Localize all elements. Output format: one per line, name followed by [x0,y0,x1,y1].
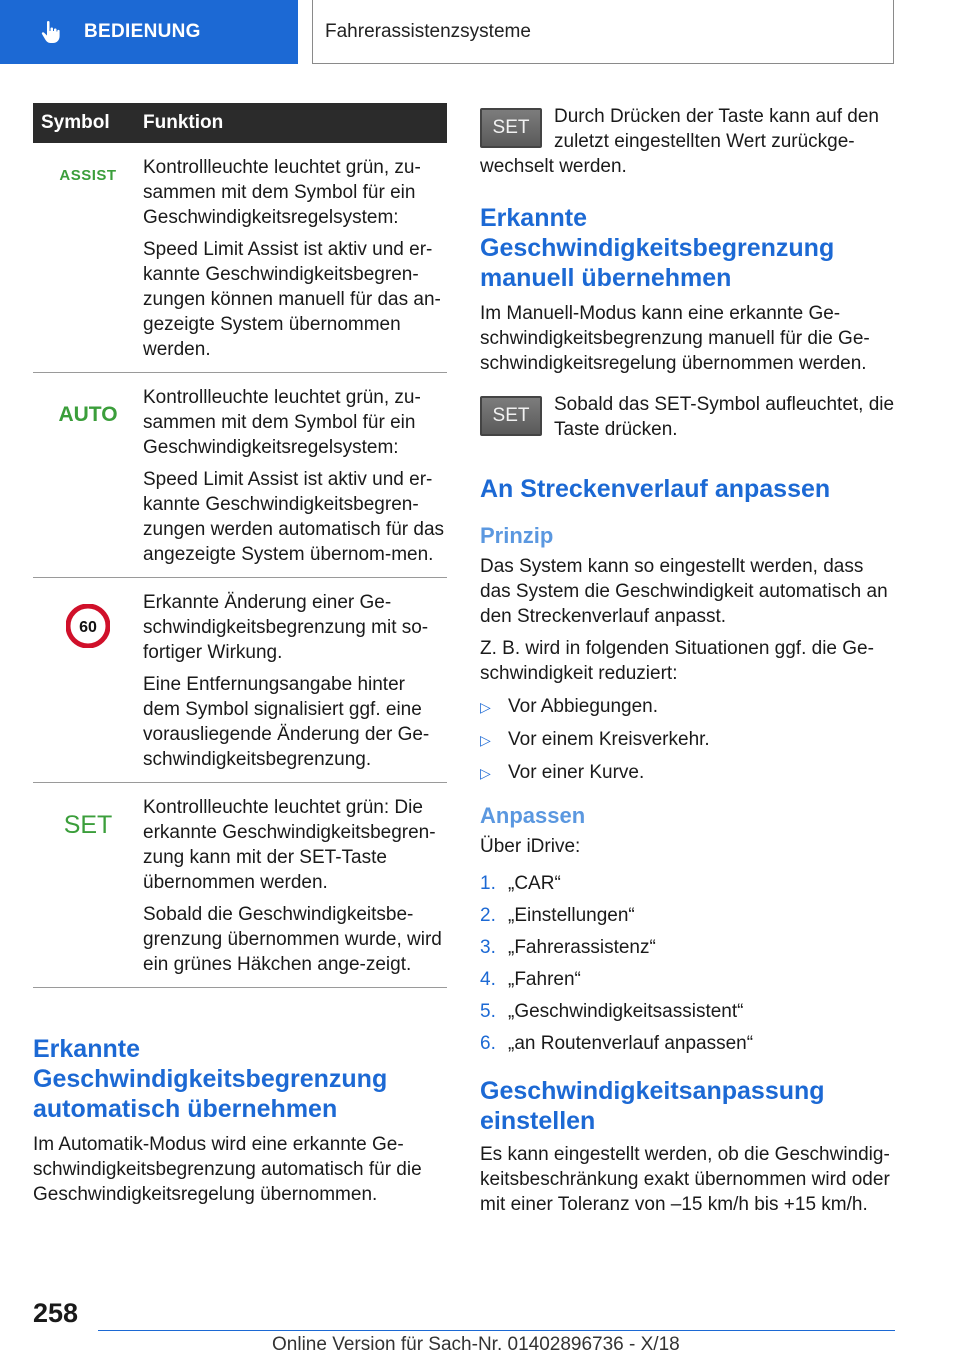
triangle-bullet-icon: ▷ [480,732,491,748]
manual-heading: Erkannte Geschwindigkeitsbegrenzung manuell übernehmen [480,204,835,292]
list-item: ▷ Vor einer Kurve. [480,760,895,786]
row-text: Eine Entfernungsangabe hinter dem Symbol signalisiert ggf. eine vorausliegende Änderung der Ge-schwindigkeitsbegrenzung. [143,674,430,770]
row-text: Speed Limit Assist ist aktiv und er-kannte Geschwindigkeitsbegren-zungen können manuell für das an-gezeigte System übernommen werden. [143,239,441,360]
list-item: ▷ Vor Abbiegungen. [480,694,895,720]
chapter-tab[interactable] [0,0,298,64]
set-key-icon: SET [480,396,542,436]
row-text: Kontrollleuchte leuchtet grün: Die erkannte Geschwindigkeitsbegren-zung kann mit der SET-Taste übernommen werden. [143,797,436,893]
right-column [480,104,895,1217]
adjust-intro: Über iDrive: [480,836,581,857]
section-title-text: Fahrerassistenzsysteme [325,20,531,42]
set-key-block [480,104,895,154]
triangle-bullet-icon: ▷ [480,765,491,781]
svg-text:60: 60 [79,619,97,636]
row-text: Speed Limit Assist ist aktiv und er-kannte Geschwindigkeitsbegren-zungen werden automatisch für das angezeigte System übernom-men. [143,469,445,565]
table-row [33,783,447,988]
speed-adjust-text: Es kann eingestellt werden, ob die Geschwindig-keitsbeschränkung exakt übernommen wird oder mit einer Toleranz von –15 km/h bis +15 km/h. [480,1144,890,1215]
list-item: 1. „CAR“ [480,873,561,894]
manual-text: Im Manuell-Modus kann eine erkannte Ge-schwindigkeitsbegrenzung manuell für die Ge-schwindigkeitsregelung übernommen werden. [480,303,870,374]
list-item: ▷ Vor einem Kreisverkehr. [480,727,895,753]
section-heading: Erkannte Geschwindigkeitsbegrenzung automatisch übernehmen [33,1035,388,1123]
footer-divider [98,1330,895,1331]
set-key-text-cont: wechselt werden. [480,156,627,177]
set-key-icon: SET [480,108,542,148]
list-item: 3. „Fahrerassistenz“ [480,937,656,958]
table-row [33,373,447,578]
situation-list [480,694,895,786]
triangle-bullet-icon: ▷ [480,699,491,715]
row-text: Sobald die Geschwindigkeitsbe-grenzung übernommen wurde, wird ein grünes Häkchen ange-zeigt. [143,904,442,975]
auto-indicator-icon: AUTO [58,403,118,426]
list-item: 4. „Fahren“ [480,969,581,990]
speed-adjust-heading: Geschwindigkeitsanpassung einstellen [480,1077,825,1135]
set-key-block [480,392,895,442]
col-header-function: Funktion [143,112,224,133]
set-key-text: Durch Drücken der Taste kann auf den zuletzt eingestellten Wert zurückge- [554,106,879,152]
steps-list [480,871,895,1056]
symbol-table [33,103,447,988]
row-text: Erkannte Änderung einer Ge-schwindigkeitsbegrenzung mit so-fortiger Wirkung. [143,592,429,663]
adjust-heading: Anpassen [480,803,586,828]
principle-text: Das System kann so eingestellt werden, dass das System die Geschwindigkeit automatisch an den Streckenverlauf anpasst. [480,556,888,627]
table-header [33,103,447,143]
footer-online-version: Online Version für Sach-Nr. 01402896736 - X/18 [272,1334,680,1355]
row-text: Kontrollleuchte leuchtet grün, zu-sammen mit dem Symbol für ein Geschwindigkeitsregelsystem: [143,157,421,228]
table-row [33,143,447,373]
principle-heading: Prinzip [480,523,554,548]
example-text: Z. B. wird in folgenden Situationen ggf. die Ge-schwindigkeit reduziert: [480,638,874,684]
speed-limit-sign-icon [66,604,110,648]
chapter-tab-label: BEDIENUNG [84,21,201,42]
auto-adopt-section [33,1034,447,1207]
set-indicator-icon: SET [63,811,113,839]
list-item: 5. „Geschwindigkeitsassistent“ [480,1001,744,1022]
row-text: Kontrollleuchte leuchtet grün, zu-sammen mit dem Symbol für ein Geschwindigkeitsregelsystem: [143,387,421,458]
section-text: Im Automatik-Modus wird eine erkannte Ge-schwindigkeitsbegrenzung automatisch für die Geschwindigkeitsregelung übernommen. [33,1134,422,1205]
set-key-text: Sobald das SET-Symbol aufleuchtet, die Taste drücken. [554,394,895,440]
page-number: 258 [33,1298,79,1328]
list-item: 2. „Einstellungen“ [480,905,635,926]
list-item: 6. „an Routenverlauf anpassen“ [480,1033,754,1054]
col-header-symbol: Symbol [41,112,110,133]
section-title [312,0,894,64]
route-heading: An Streckenverlauf anpassen [480,475,831,503]
hand-pointer-icon [38,19,64,45]
assist-indicator-icon: ASSIST [59,167,117,184]
table-row [33,578,447,783]
